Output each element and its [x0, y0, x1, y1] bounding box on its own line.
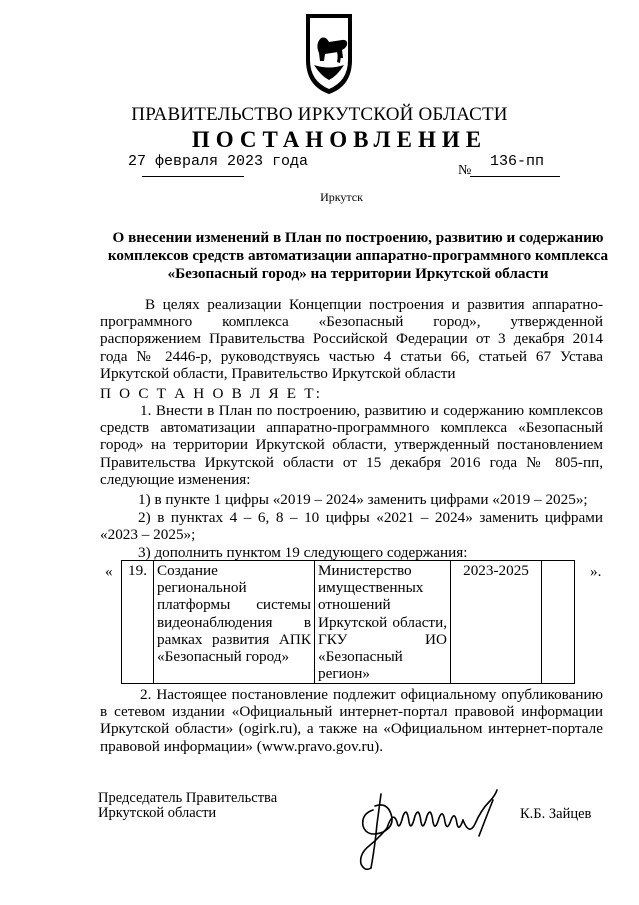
point-2: 2. Настоящее постановление подлежит официальному опубликованию в сетевом издании «Официальный интернет-портал правовой информации Иркутской области» (ogirk.ru), а также на «Официальном интернет-портале правовой информации» (www.pravo.gov.ru). [100, 686, 603, 755]
signer-name: К.Б. Зайцев [520, 806, 592, 822]
row-extra [542, 561, 575, 684]
subpoint-2: 2) в пунктах 4 – 6, 8 – 10 цифры «2021 – 2024» заменить цифрами «2023 – 2025»; [100, 509, 603, 544]
document-type: ПОСТАНОВЛЕНИЕ [191, 127, 488, 152]
quote-open: « [105, 563, 113, 580]
number-label: № [458, 163, 472, 178]
city: Иркутск [320, 190, 363, 204]
government-name: ПРАВИТЕЛЬСТВО ИРКУТСКОЙ ОБЛАСТИ [131, 104, 508, 125]
document-title: О внесении изменений в План по построению, развитию и содержанию комплексов средств автоматизации аппаратно-программного комплекса «Безопасный город» на территории Иркутской области [107, 229, 609, 282]
date-underline [142, 176, 244, 177]
row-number: 19. [122, 561, 154, 684]
quote-close: ». [590, 563, 602, 580]
amendment-table [121, 560, 575, 684]
signer-position [98, 791, 277, 821]
table-row [122, 561, 575, 684]
subpoint-1: 1) в пункте 1 цифры «2019 – 2024» заменить цифрами «2019 – 2025»; [138, 491, 588, 508]
row-executor: Министерство имущественных отношений Иркутской области, ГКУ ИО «Безопасный регион» [315, 561, 451, 684]
postanovlyaet-heading: П О С Т А Н О В Л Я Е Т: [100, 385, 323, 402]
preamble: В целях реализации Концепции построения и развития аппаратно-программного комплекса «Безопасный город», утвержденной распоряжением Правительства Российской Федерации от 3 декабря 2014 года № 2446-р, руководствуясь частью 4 статьи 66, статьей 67 Устава Иркутской области, Правительство Иркутской области [100, 296, 603, 382]
row-activity: Создание региональной платформы системы видеонаблюдения в рамках развития АПК «Безопасный город» [154, 561, 315, 684]
coat-of-arms-icon [302, 10, 356, 96]
subpoint-3: 3) дополнить пунктом 19 следующего содержания: [138, 544, 468, 561]
signer-position-line-1: Председатель Правительства [98, 790, 278, 806]
number-underline [470, 176, 560, 177]
document-date: 27 февраля 2023 года [128, 153, 309, 170]
signer-position-line-2: Иркутской области [98, 805, 217, 821]
document-number: 136-пп [490, 153, 545, 170]
row-period: 2023-2025 [451, 561, 542, 684]
point-1: 1. Внести в План по построению, развитию и содержанию комплексов средств автоматизации аппаратно-программного комплекса «Безопасный город» на территории Иркутской области, утвержденный постановлением Правительства Иркутской области от 15 декабря 2016 года № 805-пп, следующие изменения: [100, 402, 603, 488]
handwritten-signature-icon [343, 780, 503, 875]
